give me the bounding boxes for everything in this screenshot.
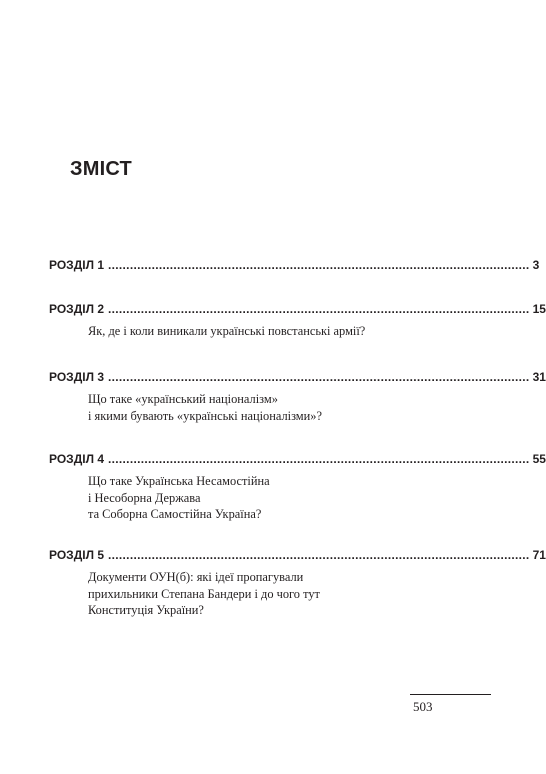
toc-entry-subtitle <box>88 569 389 619</box>
subtitle-line: Конституція України? <box>88 603 204 617</box>
dot-leader: .................................................................................................................... <box>108 302 530 316</box>
toc-entry-page: 71 <box>532 548 546 562</box>
dot-leader: .................................................................................................................... <box>108 258 530 272</box>
toc-entry-label: РОЗДІЛ 1 <box>49 258 105 272</box>
subtitle-line: прихильники Степана Бандери і до чого тут <box>88 586 320 601</box>
toc-entry-label: РОЗДІЛ 2 <box>49 302 105 316</box>
subtitle-line: Що таке Українська Несамостійна <box>88 474 270 488</box>
toc-entry-page: 31 <box>532 370 546 384</box>
toc-entry-4[interactable] <box>49 451 546 523</box>
dot-leader: .................................................................................................................... <box>108 548 530 562</box>
toc-entry-subtitle <box>88 323 389 340</box>
subtitle-line: Документи ОУН(б): які ідеї пропагували <box>88 570 304 584</box>
subtitle-line: і якими бувають «українські націоналізми»? <box>88 408 322 423</box>
toc-entry-page: 15 <box>532 302 546 316</box>
subtitle-line: та Соборна Самостійна Україна? <box>88 507 262 521</box>
toc-entry-3[interactable] <box>49 369 546 424</box>
toc-entry-label: РОЗДІЛ 5 <box>49 548 105 562</box>
subtitle-line: Що таке «український націоналізм» <box>88 392 278 406</box>
toc-entry-label: РОЗДІЛ 3 <box>49 370 105 384</box>
subtitle-line: Як, де і коли виникали українські повстанські армії? <box>88 324 366 338</box>
toc-entry-line <box>49 369 546 385</box>
toc-entry-2[interactable] <box>49 301 546 340</box>
dot-leader: .................................................................................................................... <box>108 370 530 384</box>
toc-entry-subtitle <box>88 473 389 523</box>
toc-entry-line <box>49 257 540 273</box>
toc-title: ЗМІСТ <box>70 158 132 180</box>
toc-entry-subtitle <box>88 391 389 424</box>
toc-entry-line <box>49 547 546 563</box>
toc-entry-page: 3 <box>532 258 540 272</box>
dot-leader: .................................................................................................................... <box>108 452 530 466</box>
toc-entry-5[interactable] <box>49 547 546 619</box>
toc-entry-page: 55 <box>532 452 546 466</box>
subtitle-line: і Несоборна Держава <box>88 490 201 505</box>
toc-entry-line <box>49 301 546 317</box>
toc-entry-label: РОЗДІЛ 4 <box>49 452 105 466</box>
toc-entry-1[interactable] <box>49 257 540 273</box>
footer-rule <box>410 694 491 695</box>
page-number: 503 <box>413 699 433 714</box>
toc-entry-line <box>49 451 546 467</box>
